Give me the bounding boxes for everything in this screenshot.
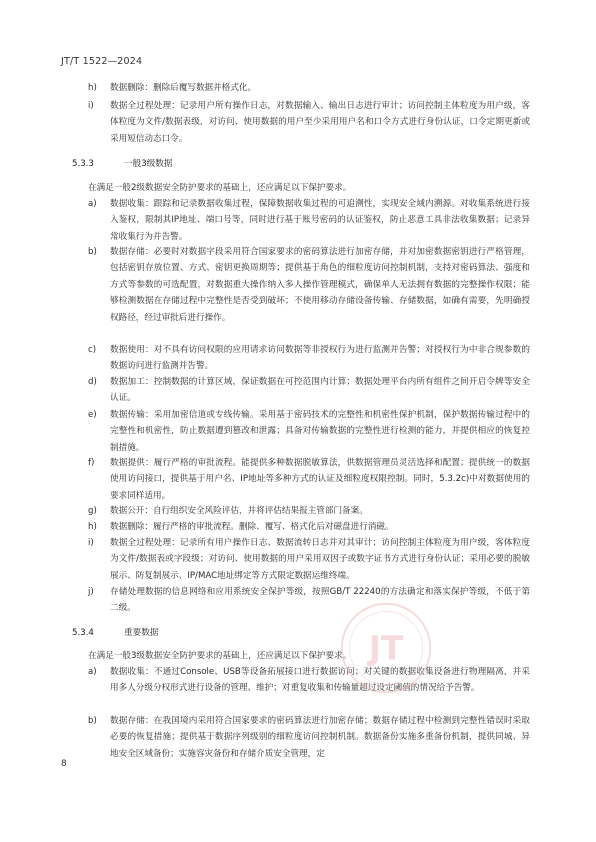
list-marker: b) xyxy=(88,716,97,726)
document-id: JT/T 1522—2024 xyxy=(61,56,143,67)
list-item xyxy=(88,584,530,617)
list-marker: h) xyxy=(88,522,97,532)
section-heading xyxy=(72,625,158,641)
list-item xyxy=(88,98,530,147)
section-intro: 在满足一般2级数据安全防护要求的基础上，还应满足以下保护要求。 xyxy=(88,183,352,193)
list-item xyxy=(88,342,530,375)
list-item xyxy=(88,374,530,407)
list-item xyxy=(88,503,530,519)
list-item-text: 数据删除：删除后覆写数据并格式化。 xyxy=(110,83,257,93)
list-marker: a) xyxy=(88,199,97,209)
section-intro: 在满足一般3级数据安全防护要求的基础上，还应满足以下保护要求。 xyxy=(88,651,352,661)
list-marker: c) xyxy=(88,345,97,355)
page-number: 8 xyxy=(61,759,67,769)
section-title: 重要数据 xyxy=(124,628,159,638)
list-item xyxy=(88,407,530,456)
list-marker: d) xyxy=(88,377,97,387)
watermark-stamp xyxy=(338,600,434,696)
list-item-text: 数据全过程处理：记录用户所有操作日志，对数据输入、输出日志进行审计；访问控制主体粒度为用户级，客体粒度为文件/数据表级，对访问、使用数据的用户至少采用用户名和口令方式进行身份认证，口令定期更新或采用短信动态口令。 xyxy=(110,101,530,144)
list-marker: j) xyxy=(88,587,94,597)
list-item-text: 数据加工：控制数据的计算区域，保证数据在可控范围内计算；数据处理平台内所有组件之间开启令牌等安全认证。 xyxy=(110,377,530,404)
list-marker: i) xyxy=(88,101,94,111)
section-number: 5.3.3 xyxy=(72,159,94,169)
list-item-text: 数据收集：不通过Console、USB等设备拓展接口进行数据访问；对关键的数据收集设备进行物理隔离，并采用多人分级分权形式进行设备的管理、维护；对重复收集和传输量超过设定阈值的情况给予告警。 xyxy=(110,667,530,694)
list-item-text: 数据全过程处理：记录所有用户操作日志、数据流转日志并对其审计；访问控制主体粒度为用户级，客体粒度为文件/数据表或字段级；对访问、使用数据的用户采用双因子或数字证书方式进行身份认证；采用必要的脱敏展示、防复制展示、IP/MAC地址绑定等方式限定数据运维终端。 xyxy=(110,538,530,581)
list-item xyxy=(88,535,530,584)
list-marker: h) xyxy=(88,83,97,93)
list-item xyxy=(88,80,530,96)
list-item xyxy=(88,519,530,535)
list-item xyxy=(88,455,530,504)
list-item-text: 数据存储：必要时对数据字段采用符合国家要求的密码算法进行加密存储，并对加密数据密钥进行严格管理，包括密钥存放位置、方式、密钥更换周期等；提供基于角色的细粒度访问控制机制，支持对密码算法、强度和方式等参数的可选配置，对数据重大操作纳入多人操作管理模式，确保单人无法拥有数据的完整操作权限；能够检测数据在存储过程中完整性是否受到破坏；不使用移动存储设备传输、存储数据，如确有需要，先明确授权路径，经过审批后进行操作。 xyxy=(110,247,530,323)
list-marker: f) xyxy=(88,458,95,468)
list-item-text: 数据提供：履行严格的审批流程。能提供多种数据脱敏算法，供数据管理员灵活选择和配置；提供统一的数据使用访问接口，提供基于用户名、IP地址等多种方式的认证及细粒度权限控制。同时，5.3.2c)中对数据使用的要求同样适用。 xyxy=(110,458,530,501)
list-marker: g) xyxy=(88,506,97,516)
section-heading xyxy=(72,156,172,172)
list-item-text: 数据传输：采用加密信道或专线传输。采用基于密码技术的完整性和机密性保护机制，保护数据传输过程中的完整性和机密性，防止数据遭到篡改和泄露；具备对传输数据的完整性进行检测的能力，并提供相应的恢复控制措施。 xyxy=(110,410,530,453)
stamp-letters: JT xyxy=(368,629,404,668)
list-item xyxy=(88,664,530,697)
list-item-text: 数据收集：跟踪和记录数据收集过程，保障数据收集过程的可追溯性，实现安全域内溯源。对收集系统进行接入鉴权，限制其IP地址、端口号等，同时进行基于账号密码的认证鉴权，防止恶意工具非法收集数据；记录异常收集行为并告警。 xyxy=(110,199,530,242)
list-marker: b) xyxy=(88,247,97,257)
list-item-text: 数据使用：对不具有访问权限的应用请求访问数据等非授权行为进行监测并告警；对授权行为中非合规参数的数据访问进行监测并告警。 xyxy=(110,345,530,372)
list-marker: i) xyxy=(88,538,94,548)
list-item-text: 数据公开：自行组织安全风险评估，并将评估结果报主管部门备案。 xyxy=(110,506,368,516)
list-item xyxy=(88,713,530,762)
list-item-text: 数据删除：履行严格的审批流程。删除、覆写、格式化后对磁盘进行消磁。 xyxy=(110,522,394,532)
list-item xyxy=(88,244,530,326)
list-item-text: 数据存储：在我国境内采用符合国家要求的密码算法进行加密存储；数据存储过程中检测到完整性错误时采取必要的恢复措施；提供基于数据序列级别的细粒度访问控制机制。数据备份实施多重备份机制，提供同城、异地安全区域备份；实施容灾备份和存储介质安全管理，定 xyxy=(110,716,530,759)
list-marker: e) xyxy=(88,410,97,420)
list-item xyxy=(88,196,530,245)
section-number: 5.3.4 xyxy=(72,628,94,638)
list-marker: a) xyxy=(88,667,97,677)
section-title: 一般3级数据 xyxy=(124,159,173,169)
list-item-text: 存储处理数据的信息网络和应用系统安全保护等级，按照GB/T 22240的方法确定和落实保护等级，不低于第二级。 xyxy=(110,587,530,614)
